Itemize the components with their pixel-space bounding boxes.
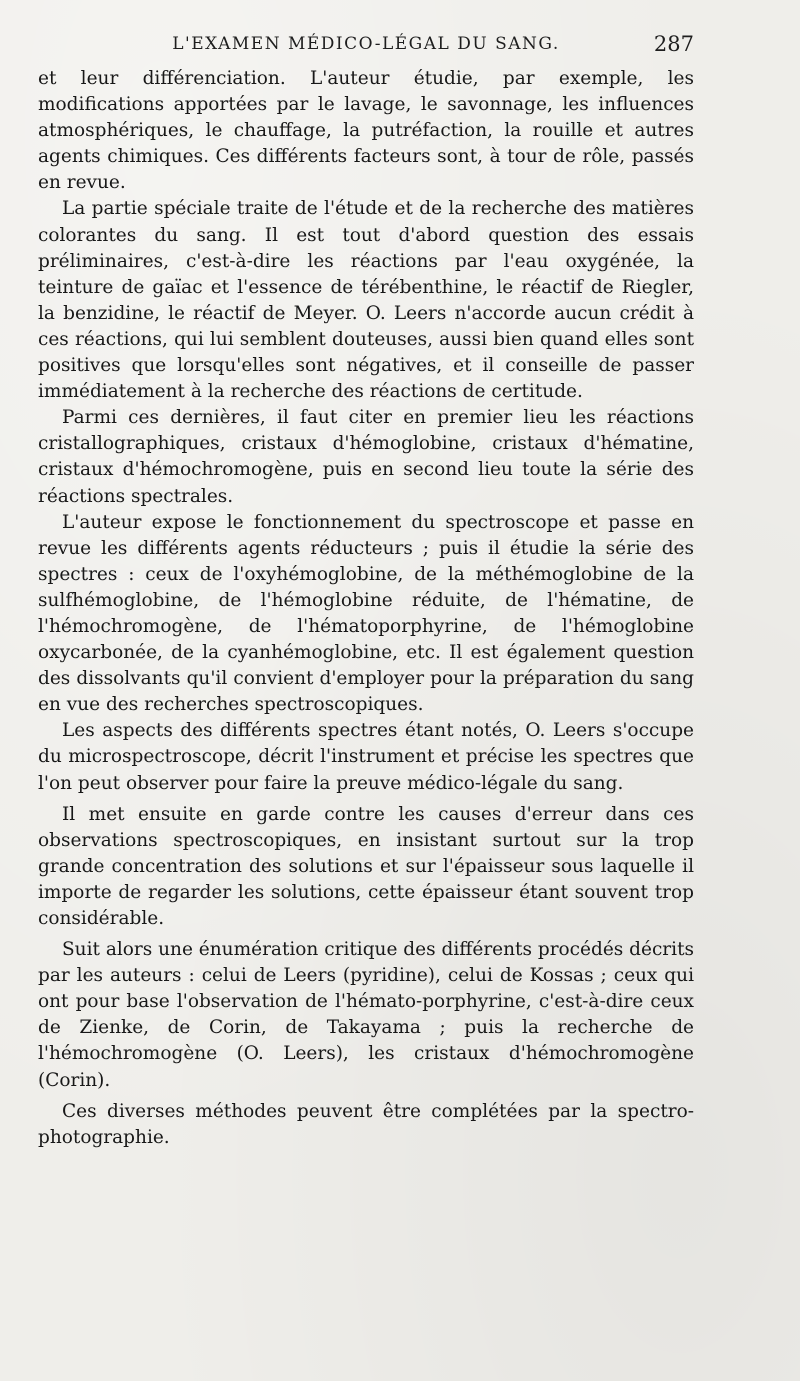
paragraph: Ces diverses méthodes peuvent être complétées par la spectro-photographie.	[38, 1100, 694, 1148]
page-header	[38, 32, 694, 62]
paragraph: et leur différenciation. L'auteur étudie, par exemple, les modifications apportées par le lavage, le savonnage, les influences atmosphériques, le chauffage, la putréfaction, la rouille et autres agents chimiques. Ces différents facteurs sont, à tour de rôle, passés en revue.	[38, 68, 694, 194]
paragraph: Il met ensuite en garde contre les causes d'erreur dans ces observations spectroscopiques, en insistant surtout sur la trop grande concentration des solutions et sur l'épaisseur sous laquelle il importe de regarder les solutions, cette épaisseur étant souvent trop considérable.	[38, 803, 694, 929]
paragraph: L'auteur expose le fonctionnement du spectroscope et passe en revue les différents agents réducteurs ; puis il étudie la série des spectres : ceux de l'oxyhémoglobine, de la méthémoglobine de la sulfhémoglobine, de l'hémoglobine réduite, de l'hématine, de l'hémochromogène, de l'hématoporphyrine, de l'hémoglobine oxycarbonée, de la cyanhémoglobine, etc. Il est également question des dissolvants qu'il convient d'employer pour la préparation du sang en vue des recherches spectroscopiques.	[38, 511, 694, 716]
paragraph: La partie spéciale traite de l'étude et de la recherche des matières colorantes du sang. Il est tout d'abord question des essais préliminaires, c'est-à-dire les réactions par l'eau oxygénée, la teinture de gaïac et l'essence de térébenthine, le réactif de Riegler, la benzidine, le réactif de Meyer. O. Leers n'accorde aucun crédit à ces réactions, qui lui semblent douteuses, aussi bien quand elles sont positives que lorsqu'elles sont négatives, et il conseille de passer immédiatement à la recherche des réactions de certitude.	[38, 198, 694, 403]
paragraph: Les aspects des différents spectres étant notés, O. Leers s'occupe du microspectroscope, décrit l'instrument et précise les spectres que l'on peut observer pour faire la preuve médico-légale du sang.	[38, 720, 694, 794]
paragraph: Suit alors une énumération critique des différents procédés décrits par les auteurs : celui de Leers (pyridine), celui de Kossas ; ceux qui ont pour base l'observation de l'hémato-porphyrine, c'est-à-dire ceux de Zienke, de Corin, de Takayama ; puis la recherche de l'hémochromogène (O. Leers), les cristaux d'hémochromogène (Corin).	[38, 939, 694, 1091]
paragraph: Parmi ces dernières, il faut citer en premier lieu les réactions cristallographiques, cristaux d'hémoglobine, cristaux d'hématine, cristaux d'hémochromogène, puis en second lieu toute la série des réactions spectrales.	[38, 407, 694, 507]
page-number: 287	[653, 32, 694, 56]
running-title: L'EXAMEN MÉDICO-LÉGAL DU SANG.	[172, 34, 560, 54]
body-text	[38, 66, 694, 1151]
